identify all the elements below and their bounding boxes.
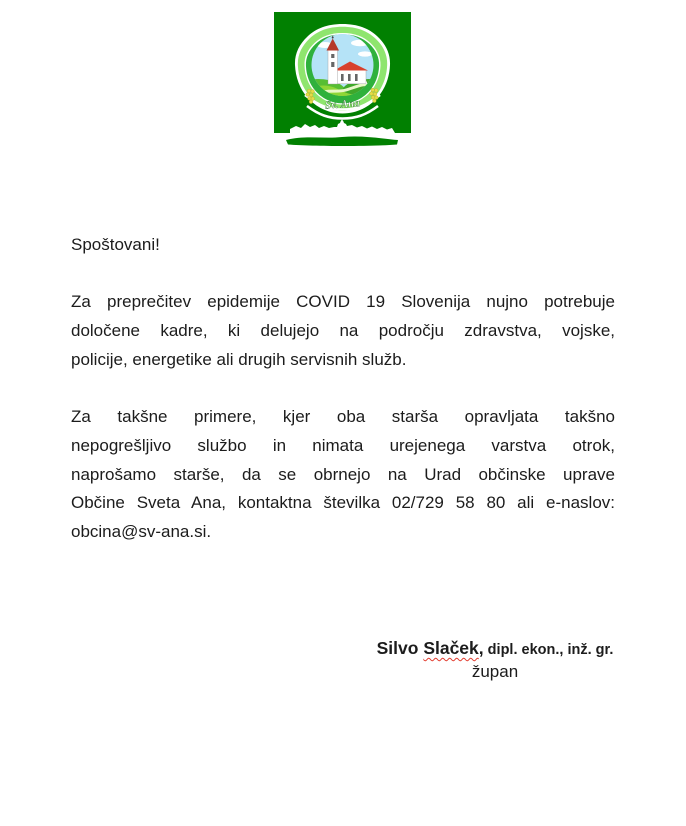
logo-ground-strip — [286, 136, 398, 146]
body-line: določene kadre, ki delujejo na področju zdravstva, vojske, — [71, 321, 615, 341]
signer-name-comma: , — [478, 638, 484, 658]
signer-role: župan — [471, 662, 519, 681]
salutation: Spoštovani! — [71, 235, 160, 254]
blank-line — [71, 375, 615, 404]
body-line-email: obcina@sv-ana.si. — [71, 522, 212, 541]
body-line: Občine Sveta Ana, kontaktna številka 02/729 58 80 ali e-naslov: — [71, 493, 615, 513]
body-line: nepogrešljivo službo in nimata urejenega varstva otrok, — [71, 435, 615, 455]
signer-titles: dipl. ekon., inž. gr. — [483, 642, 614, 658]
signature-block — [374, 637, 616, 682]
blank-line — [71, 260, 615, 289]
paragraph-covid — [71, 288, 615, 374]
signer-name-line — [374, 637, 616, 661]
paragraph-request — [71, 403, 615, 547]
municipality-logo — [274, 12, 411, 146]
signer-first-name: Silvo — [376, 638, 424, 658]
body-line: Za takšne primere, kjer oba starša opravljata takšno — [71, 407, 615, 427]
logo-label: Sv. Ana — [324, 97, 361, 112]
letter-body — [71, 231, 615, 547]
body-line: naprošamo starše, da se obrnejo na Urad občinske uprave — [71, 464, 615, 484]
signer-last-name: Slaček — [423, 638, 479, 658]
body-line: Za preprečitev epidemije COVID 19 Slovenija nujno potrebuje — [71, 292, 615, 312]
coat-of-arms-sv-ana — [274, 12, 411, 146]
body-line: policije, energetike ali drugih servisnih služb. — [71, 349, 407, 369]
